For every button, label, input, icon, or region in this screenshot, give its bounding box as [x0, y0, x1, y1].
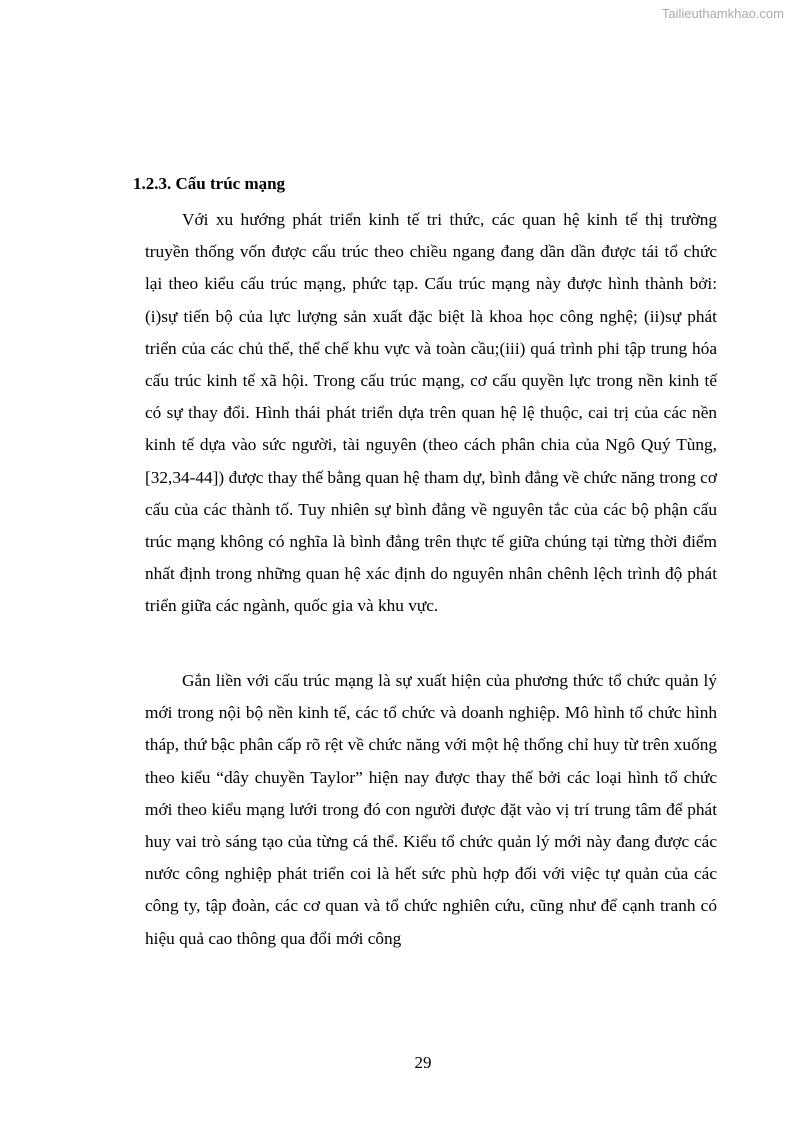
watermark: Tailieuthamkhao.com [661, 6, 784, 21]
section-heading: 1.2.3. Cấu trúc mạng [133, 174, 286, 193]
body-paragraph: Với xu hướng phát triển kinh tế tri thức, các quan hệ kinh tế thị trường truyền thống vốn được cấu trúc theo chiều ngang đang dần dần được tái tổ chức lại theo kiểu cấu trúc mạng, phức tạp. Cấu trúc mạng này được hình thành bởi: (i)sự tiến bộ của lực lượng sản xuất đặc biệt là khoa học công nghệ; (ii)sự phát triển của các chủ thể, thể chế khu vực và toàn cầu;(iii) quá trình phi tập trung hóa cấu trúc kinh tế xã hội. Trong cấu trúc mạng, cơ cấu quyền lực trong nền kinh tế có sự thay đổi. Hình thái phát triển dựa trên quan hệ lệ thuộc, cai trị của các nền kinh tế dựa vào sức người, tài nguyên (theo cách phân chia của Ngô Quý Tùng, [32,34-44]) được thay thế bằng quan hệ tham dự, bình đẳng về chức năng trong cơ cấu của các thành tố. Tuy nhiên sự bình đẳng về nguyên tắc của các bộ phận cấu trúc mạng không có nghĩa là bình đẳng trên thực tế giữa chúng tại từng thời điểm nhất định trong những quan hệ xác định do nguyên nhân chênh lệch trình độ phát triển giữa các ngành, quốc gia và khu vực. [145, 210, 717, 616]
page-number: 29 [414, 1053, 432, 1072]
body-paragraph: Gắn liền với cấu trúc mạng là sự xuất hiện của phương thức tổ chức quản lý mới trong nội bộ nền kinh tế, các tổ chức và doanh nghiệp. Mô hình tổ chức hình tháp, thứ bậc phân cấp rõ rệt về chức năng với một hệ thống chỉ huy từ trên xuống theo kiểu “dây chuyền Taylor” hiện nay được thay thế bởi các loại hình tổ chức mới theo kiểu mạng lưới trong đó con người được đặt vào vị trí trung tâm để phát huy vai trò sáng tạo của từng cá thể. Kiểu tổ chức quản lý mới này đang được các nước công nghiệp phát triển coi là hết sức phù hợp đối với việc tự quản của các công ty, tập đoàn, các cơ quan và tổ chức nghiên cứu, cũng như để cạnh tranh có hiệu quả cao thông qua đổi mới công [145, 671, 717, 948]
